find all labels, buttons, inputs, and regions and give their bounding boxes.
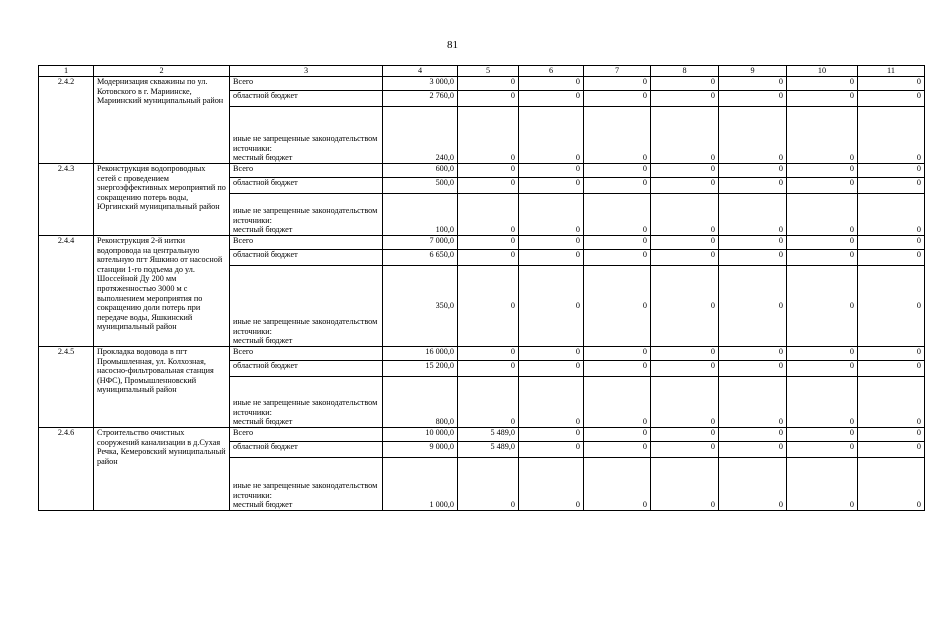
value-cell: 500,0 — [383, 178, 458, 194]
funding-source — [230, 178, 383, 194]
value-cell: 0 — [584, 347, 651, 361]
value-cell: 0 — [458, 361, 519, 377]
value-cell: 0 — [458, 91, 519, 107]
funding-source — [230, 377, 383, 428]
value-cell: 0 — [458, 77, 519, 91]
value-cell: 0 — [719, 347, 787, 361]
value-cell: 3 000,0 — [383, 77, 458, 91]
value-cell: 0 — [519, 250, 584, 266]
value-cell: 0 — [858, 458, 925, 511]
column-header: 9 — [719, 66, 787, 77]
value-cell: 9 000,0 — [383, 442, 458, 458]
value-cell: 0 — [651, 236, 719, 250]
value-cell: 0 — [584, 91, 651, 107]
value-cell: 0 — [651, 164, 719, 178]
value-cell: 0 — [719, 377, 787, 428]
funding-source — [230, 347, 383, 361]
value-cell: 0 — [651, 91, 719, 107]
value-cell: 0 — [787, 347, 858, 361]
item-name: Строительство очистных сооружений канализации в д.Сухая Речка, Кемеровский муниципальный район — [94, 428, 230, 511]
value-cell: 0 — [584, 428, 651, 442]
funding-source — [230, 236, 383, 250]
value-cell: 0 — [719, 428, 787, 442]
value-cell: 10 000,0 — [383, 428, 458, 442]
value-cell: 0 — [651, 377, 719, 428]
value-cell: 6 650,0 — [383, 250, 458, 266]
column-header: 3 — [230, 66, 383, 77]
value-cell: 0 — [719, 77, 787, 91]
value-cell: 0 — [651, 458, 719, 511]
table-row — [39, 164, 925, 178]
funding-source-label: Всего — [233, 428, 254, 437]
value-cell: 240,0 — [383, 107, 458, 164]
value-cell: 0 — [787, 77, 858, 91]
value-cell: 0 — [584, 164, 651, 178]
funding-source — [230, 458, 383, 511]
value-cell: 0 — [651, 107, 719, 164]
value-cell: 0 — [458, 250, 519, 266]
value-cell: 0 — [787, 361, 858, 377]
table-row — [39, 428, 925, 442]
value-cell: 0 — [858, 236, 925, 250]
value-cell: 0 — [858, 266, 925, 347]
value-cell: 0 — [458, 236, 519, 250]
funding-source — [230, 442, 383, 458]
column-header: 7 — [584, 66, 651, 77]
funding-source — [230, 194, 383, 236]
value-cell: 0 — [519, 442, 584, 458]
value-cell: 0 — [584, 266, 651, 347]
value-cell: 0 — [719, 107, 787, 164]
value-cell: 0 — [651, 178, 719, 194]
value-cell: 0 — [651, 442, 719, 458]
item-code: 2.4.4 — [39, 236, 94, 347]
value-cell: 0 — [651, 250, 719, 266]
value-cell: 0 — [519, 377, 584, 428]
value-cell: 0 — [719, 91, 787, 107]
column-header: 8 — [651, 66, 719, 77]
funding-source-label: иные не запрещенные законодательством источники: местный бюджет — [233, 481, 378, 510]
value-cell: 0 — [458, 266, 519, 347]
value-cell: 0 — [519, 428, 584, 442]
column-header: 2 — [94, 66, 230, 77]
funding-source-label: иные не запрещенные законодательством источники: местный бюджет — [233, 398, 378, 427]
funding-source — [230, 107, 383, 164]
funding-source-label: областной бюджет — [233, 361, 298, 370]
value-cell: 0 — [787, 266, 858, 347]
funding-source — [230, 164, 383, 178]
value-cell: 0 — [458, 377, 519, 428]
value-cell: 0 — [458, 458, 519, 511]
value-cell: 0 — [584, 178, 651, 194]
value-cell: 0 — [858, 178, 925, 194]
value-cell: 0 — [719, 250, 787, 266]
column-header: 6 — [519, 66, 584, 77]
value-cell: 0 — [519, 266, 584, 347]
value-cell: 5 489,0 — [458, 428, 519, 442]
column-header: 5 — [458, 66, 519, 77]
funding-source-label: областной бюджет — [233, 442, 298, 451]
table-body — [39, 66, 925, 511]
value-cell: 0 — [584, 458, 651, 511]
table-row — [39, 236, 925, 250]
value-cell: 0 — [858, 428, 925, 442]
table-row — [39, 77, 925, 91]
value-cell: 0 — [519, 164, 584, 178]
item-name: Реконструкция водопроводных сетей с проведением энергоэффективных мероприятий по сокращению потерь воды, Юргинский муниципальный район — [94, 164, 230, 236]
value-cell: 0 — [584, 236, 651, 250]
value-cell: 5 489,0 — [458, 442, 519, 458]
item-code: 2.4.3 — [39, 164, 94, 236]
column-header: 1 — [39, 66, 94, 77]
value-cell: 350,0 — [383, 266, 458, 347]
value-cell: 100,0 — [383, 194, 458, 236]
value-cell: 16 000,0 — [383, 347, 458, 361]
funding-source-label: Всего — [233, 77, 254, 86]
value-cell: 0 — [787, 428, 858, 442]
header-row — [39, 66, 925, 77]
value-cell: 0 — [787, 91, 858, 107]
funding-source-label: Всего — [233, 347, 254, 356]
value-cell: 1 000,0 — [383, 458, 458, 511]
value-cell: 0 — [719, 236, 787, 250]
value-cell: 0 — [458, 178, 519, 194]
funding-source — [230, 266, 383, 347]
value-cell: 800,0 — [383, 377, 458, 428]
value-cell: 0 — [787, 442, 858, 458]
value-cell: 0 — [458, 107, 519, 164]
page-number: 81 — [447, 39, 458, 51]
value-cell: 0 — [651, 347, 719, 361]
value-cell: 0 — [787, 194, 858, 236]
value-cell: 0 — [584, 442, 651, 458]
value-cell: 0 — [651, 266, 719, 347]
value-cell: 0 — [719, 361, 787, 377]
value-cell: 7 000,0 — [383, 236, 458, 250]
value-cell: 0 — [458, 194, 519, 236]
value-cell: 0 — [787, 178, 858, 194]
value-cell: 0 — [787, 164, 858, 178]
funding-source-label: иные не запрещенные законодательством источники: местный бюджет — [233, 206, 378, 235]
funding-source-label: иные не запрещенные законодательством источники: местный бюджет — [233, 317, 378, 346]
item-name: Модернизация скважины по ул. Котовского в г. Мариинске, Мариинский муниципальный район — [94, 77, 230, 164]
value-cell: 0 — [519, 178, 584, 194]
value-cell: 0 — [519, 91, 584, 107]
value-cell: 0 — [719, 164, 787, 178]
value-cell: 0 — [584, 250, 651, 266]
funding-source-label: областной бюджет — [233, 178, 298, 187]
value-cell: 0 — [458, 164, 519, 178]
value-cell: 0 — [651, 428, 719, 442]
value-cell: 0 — [519, 77, 584, 91]
item-name: Реконструкция 2-й нитки водопровода на центральную котельную пгт Яшкино от насосной станции 1-го подъема до ул. Шоссейной Ду 200 мм протяженностью 3000 м с выполнением мероприятия по сокращению доли потерь при передаче воды, Яшкинский муниципальный район — [94, 236, 230, 347]
value-cell: 0 — [519, 194, 584, 236]
value-cell: 0 — [719, 266, 787, 347]
funding-source-label: Всего — [233, 236, 254, 245]
value-cell: 0 — [858, 77, 925, 91]
value-cell: 0 — [858, 442, 925, 458]
value-cell: 2 760,0 — [383, 91, 458, 107]
value-cell: 0 — [719, 458, 787, 511]
funding-source-label: Всего — [233, 164, 254, 173]
value-cell: 0 — [858, 107, 925, 164]
value-cell: 0 — [787, 458, 858, 511]
funding-source-label: областной бюджет — [233, 91, 298, 100]
funding-source — [230, 361, 383, 377]
funding-source — [230, 77, 383, 91]
item-code: 2.4.6 — [39, 428, 94, 511]
value-cell: 0 — [584, 77, 651, 91]
value-cell: 0 — [858, 377, 925, 428]
value-cell: 0 — [858, 91, 925, 107]
value-cell: 0 — [858, 250, 925, 266]
value-cell: 0 — [458, 347, 519, 361]
value-cell: 0 — [858, 361, 925, 377]
value-cell: 0 — [858, 194, 925, 236]
value-cell: 0 — [519, 361, 584, 377]
value-cell: 0 — [651, 77, 719, 91]
value-cell: 0 — [858, 164, 925, 178]
value-cell: 0 — [719, 178, 787, 194]
funding-source — [230, 91, 383, 107]
value-cell: 0 — [651, 361, 719, 377]
column-header: 10 — [787, 66, 858, 77]
column-header: 11 — [858, 66, 925, 77]
value-cell: 0 — [584, 107, 651, 164]
value-cell: 0 — [584, 377, 651, 428]
funding-source — [230, 428, 383, 442]
funding-source-label: областной бюджет — [233, 250, 298, 259]
value-cell: 0 — [519, 347, 584, 361]
value-cell: 0 — [787, 236, 858, 250]
value-cell: 0 — [787, 250, 858, 266]
budget-table — [38, 65, 925, 511]
item-code: 2.4.5 — [39, 347, 94, 428]
value-cell: 0 — [584, 361, 651, 377]
table-row — [39, 347, 925, 361]
value-cell: 0 — [519, 458, 584, 511]
value-cell: 0 — [858, 347, 925, 361]
item-code: 2.4.2 — [39, 77, 94, 164]
value-cell: 0 — [651, 194, 719, 236]
value-cell: 0 — [787, 107, 858, 164]
value-cell: 15 200,0 — [383, 361, 458, 377]
value-cell: 0 — [519, 236, 584, 250]
value-cell: 600,0 — [383, 164, 458, 178]
value-cell: 0 — [787, 377, 858, 428]
funding-source — [230, 250, 383, 266]
column-header: 4 — [383, 66, 458, 77]
item-name: Прокладка водовода в пгт Промышленная, ул. Колхозная, насосно-фильтровальная станция (НФС), Промышленновский муниципальный район — [94, 347, 230, 428]
funding-source-label: иные не запрещенные законодательством источники: местный бюджет — [233, 134, 378, 163]
value-cell: 0 — [719, 442, 787, 458]
value-cell: 0 — [519, 107, 584, 164]
value-cell: 0 — [719, 194, 787, 236]
value-cell: 0 — [584, 194, 651, 236]
